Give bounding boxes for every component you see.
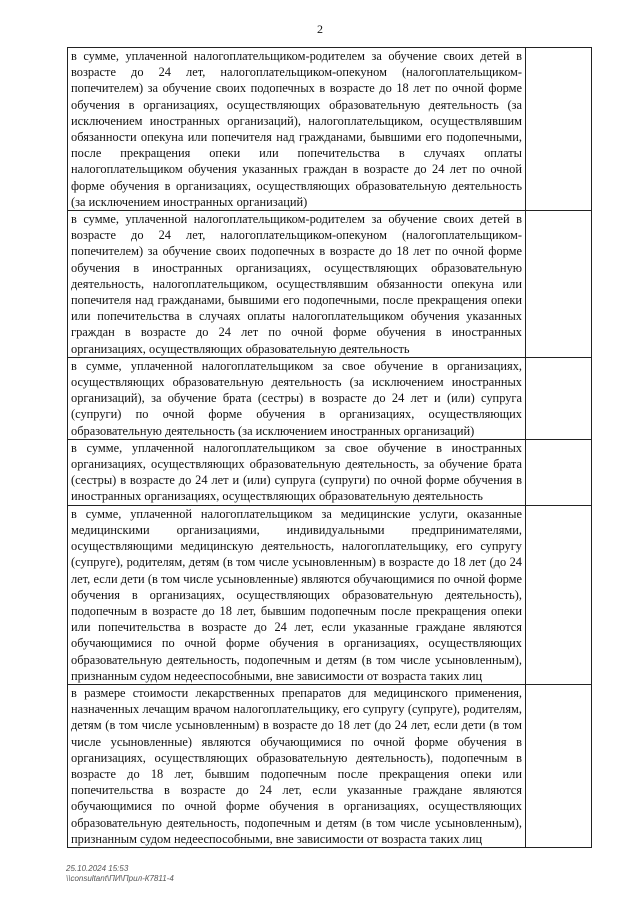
row-value	[526, 439, 592, 505]
table-row	[68, 357, 592, 439]
deduction-table	[67, 47, 592, 848]
row-text: в сумме, уплаченной налогоплательщиком-родителем за обучение своих детей в возрасте до 24 лет, налогоплательщиком-опекуном (налогоплательщиком-попечителем) за обучение своих подопечных в возрасте до 18 лет по очной форме обучения в организациях, осуществляющих образовательную деятельность (за исключением иностранных организаций), налогоплательщиком, осуществлявшим обязанности опекуна или попечителя над гражданами, бывшими его подопечными, после прекращения опеки или попечительства в случаях оплаты налогоплательщиком обучения указанных граждан в возрасте до 24 лет по очной форме обучения в организациях, осуществляющих образовательную деятельность (за исключением иностранных организаций)	[68, 48, 526, 211]
table-row	[68, 684, 592, 847]
row-value	[526, 684, 592, 847]
footer-timestamp: 25.10.2024 15:53	[66, 864, 129, 873]
table-row	[68, 505, 592, 684]
table-row	[68, 211, 592, 358]
row-text: в сумме, уплаченной налогоплательщиком-родителем за обучение своих детей в возрасте до 24 лет, налогоплательщиком-опекуном (налогоплательщиком-попечителем) за обучение своих подопечных в возрасте до 18 лет по очной форме обучения в иностранных организациях, осуществляющих образовательную деятельность, налогоплательщиком, осуществлявшим обязанности опекуна или попечителя над гражданами, бывшими его подопечными, после прекращения опеки или попечительства в случаях оплаты налогоплательщиком обучения указанных граждан в возрасте до 24 лет по очной форме обучения в иностранных организациях, осуществляющих образовательную деятельность	[68, 211, 526, 358]
table-row	[68, 48, 592, 211]
row-value	[526, 48, 592, 211]
table-row	[68, 439, 592, 505]
row-text: в сумме, уплаченной налогоплательщиком за свое обучение в организациях, осуществляющих образовательную деятельность (за исключением иностранных организаций), за обучение брата (сестры) в возрасте до 24 лет и (или) супруга (супруги) по очной форме обучения в организациях, осуществляющих образовательную деятельность (за исключением иностранных организаций)	[68, 357, 526, 439]
row-value	[526, 357, 592, 439]
row-value	[526, 211, 592, 358]
document-footer	[66, 864, 174, 884]
row-value	[526, 505, 592, 684]
page-number: 2	[317, 22, 323, 36]
row-text: в сумме, уплаченной налогоплательщиком за медицинские услуги, оказанные медицинскими организациями, индивидуальными предпринимателями, осуществляющими медицинскую деятельность, налогоплательщику, его супругу (супруге), родителям, детям (в том числе усыновленным) в возрасте до 18 лет (до 24 лет, если дети (в том числе усыновленные) являются обучающимися по очной форме обучения в организациях, осуществляющих образовательную деятельность), подопечным в возрасте до 18 лет, бывшим подопечным после прекращения опеки или попечительства в возрасте до 24 лет, если указанные граждане являются обучающимися по очной форме обучения в организациях, осуществляющих образовательную деятельность, подопечным и детям (в том числе усыновленным), признанным судом недееспособными, вне зависимости от возраста таких лиц	[68, 505, 526, 684]
footer-file-path: \\consultant\ПИ\Прил-К7811-4	[66, 874, 174, 883]
row-text: в сумме, уплаченной налогоплательщиком за свое обучение в иностранных организациях, осуществляющих образовательную деятельность, за обучение брата (сестры) в возрасте до 24 лет и (или) супруга (супруги) по очной форме обучения в иностранных организациях, осуществляющих образовательную деятельность	[68, 439, 526, 505]
row-text: в размере стоимости лекарственных препаратов для медицинского применения, назначенных лечащим врачом налогоплательщику, его супругу (супруге), родителям, детям (в том числе усыновленным) в возрасте до 18 лет (до 24 лет, если дети (в том числе усыновленные) являются обучающимися по очной форме обучения в организациях, осуществляющих образовательную деятельность), подопечным в возрасте до 18 лет, бывшим подопечным после прекращения опеки или попечительства в возрасте до 24 лет, если указанные граждане являются обучающимися по очной форме обучения в организациях, осуществляющих образовательную деятельность, подопечным и детям (в том числе усыновленным), признанным судом недееспособными, вне зависимости от возраста таких лиц	[68, 684, 526, 847]
